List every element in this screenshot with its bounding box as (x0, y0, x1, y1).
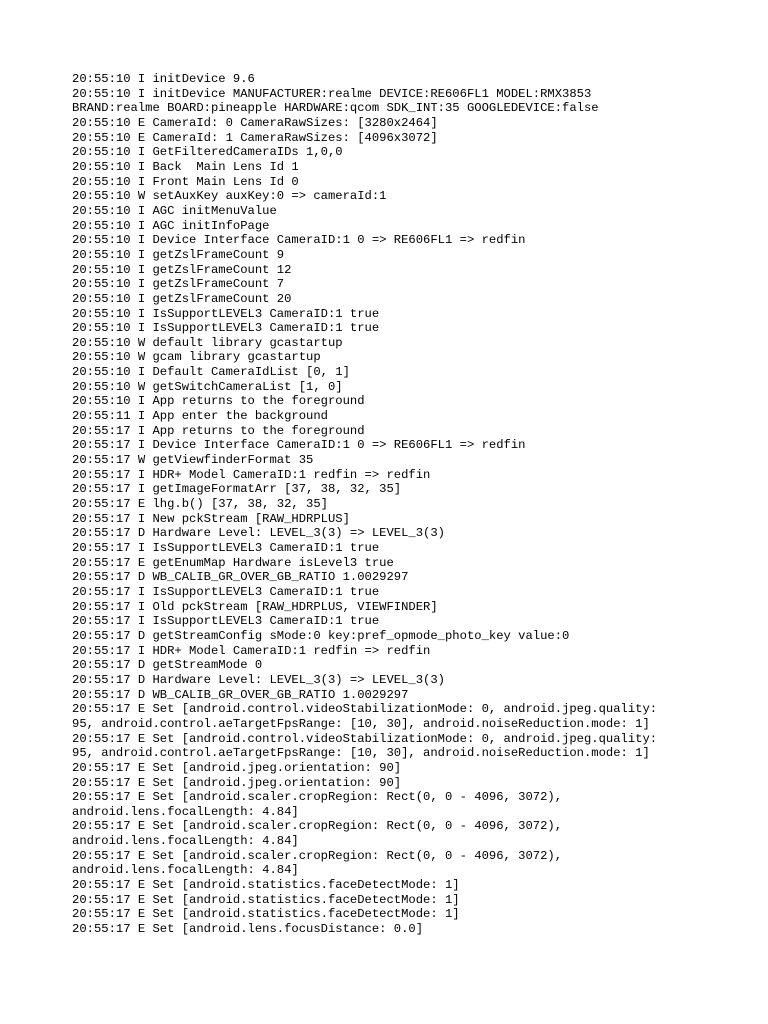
log-line: 20:55:10 I Device Interface CameraID:1 0 => RE606FL1 => redfin (72, 233, 526, 248)
log-line: 20:55:17 W getViewfinderFormat 35 (72, 453, 314, 468)
log-line: 20:55:10 I AGC initMenuValue (72, 203, 277, 218)
log-line: 20:55:17 E Set [android.scaler.cropRegion: Rect(0, 0 - 4096, 3072), (72, 819, 563, 834)
log-line: 20:55:17 I IsSupportLEVEL3 CameraID:1 true (72, 584, 380, 599)
log-line: 20:55:10 I initDevice 9.6 (72, 72, 255, 86)
log-line: 20:55:17 I Device Interface CameraID:1 0 => RE606FL1 => redfin (72, 438, 526, 453)
log-text-block (72, 72, 712, 937)
log-line: 95, android.control.aeTargetFpsRange: [10, 30], android.noiseReduction.mode: 1] (72, 716, 650, 731)
log-line: 20:55:17 E Set [android.statistics.faceDetectMode: 1] (72, 878, 460, 893)
log-line: 20:55:17 I getImageFormatArr [37, 38, 32, 35] (72, 482, 402, 497)
log-line: 20:55:10 I Front Main Lens Id 0 (72, 174, 299, 189)
log-line: 20:55:10 I getZslFrameCount 20 (72, 291, 292, 306)
log-line: 20:55:17 D Hardware Level: LEVEL_3(3) => LEVEL_3(3) (72, 526, 445, 541)
log-line: 20:55:10 I IsSupportLEVEL3 CameraID:1 true (72, 306, 380, 321)
log-line: 20:55:10 I initDevice MANUFACTURER:realme DEVICE:RE606FL1 MODEL:RMX3853 (72, 86, 592, 101)
log-line: 20:55:17 E Set [android.control.videoStabilizationMode: 0, android.jpeg.quality: (72, 702, 658, 717)
log-line: 20:55:11 I App enter the background (72, 409, 328, 424)
log-line: 95, android.control.aeTargetFpsRange: [10, 30], android.noiseReduction.mode: 1] (72, 746, 650, 761)
log-line: 20:55:10 E CameraId: 0 CameraRawSizes: [3280x2464] (72, 115, 438, 130)
log-line: BRAND:realme BOARD:pineapple HARDWARE:qcom SDK_INT:35 GOOGLEDEVICE:false (72, 101, 599, 116)
log-line: 20:55:17 D Hardware Level: LEVEL_3(3) => LEVEL_3(3) (72, 672, 445, 687)
log-line: 20:55:10 I GetFilteredCameraIDs 1,0,0 (72, 145, 343, 160)
log-line: android.lens.focalLength: 4.84] (72, 834, 299, 849)
log-line: 20:55:17 I HDR+ Model CameraID:1 redfin => redfin (72, 643, 431, 658)
log-line: 20:55:17 D WB_CALIB_GR_OVER_GB_RATIO 1.0029297 (72, 570, 409, 585)
log-line: 20:55:17 I HDR+ Model CameraID:1 redfin => redfin (72, 467, 431, 482)
log-line: 20:55:17 E Set [android.jpeg.orientation: 90] (72, 760, 402, 775)
log-line: 20:55:17 E Set [android.scaler.cropRegion: Rect(0, 0 - 4096, 3072), (72, 790, 563, 805)
log-line: 20:55:10 I AGC initInfoPage (72, 218, 270, 233)
log-line: 20:55:17 E lhg.b() [37, 38, 32, 35] (72, 497, 328, 512)
log-line: 20:55:17 E Set [android.control.videoStabilizationMode: 0, android.jpeg.quality: (72, 731, 658, 746)
log-line: 20:55:10 I getZslFrameCount 7 (72, 277, 285, 292)
log-line: 20:55:17 E Set [android.scaler.cropRegion: Rect(0, 0 - 4096, 3072), (72, 848, 563, 863)
log-line: 20:55:17 E Set [android.lens.focusDistance: 0.0] (72, 922, 424, 937)
log-line: 20:55:10 I Default CameraIdList [0, 1] (72, 365, 350, 380)
log-line: 20:55:10 I App returns to the foreground (72, 394, 365, 409)
log-line: 20:55:17 E Set [android.statistics.faceDetectMode: 1] (72, 907, 460, 922)
log-line: 20:55:17 D getStreamConfig sMode:0 key:pref_opmode_photo_key value:0 (72, 628, 570, 643)
log-line: 20:55:17 E getEnumMap Hardware isLevel3 true (72, 555, 394, 570)
log-line: 20:55:17 E Set [android.jpeg.orientation: 90] (72, 775, 402, 790)
log-line: 20:55:10 E CameraId: 1 CameraRawSizes: [4096x3072] (72, 130, 438, 145)
log-line: 20:55:17 I Old pckStream [RAW_HDRPLUS, VIEWFINDER] (72, 599, 438, 614)
log-line: 20:55:10 W setAuxKey auxKey:0 => cameraId:1 (72, 189, 387, 204)
log-line: android.lens.focalLength: 4.84] (72, 804, 299, 819)
log-line: 20:55:10 I IsSupportLEVEL3 CameraID:1 true (72, 321, 380, 336)
log-line: 20:55:10 I getZslFrameCount 9 (72, 247, 285, 262)
log-line: 20:55:17 E Set [android.statistics.faceDetectMode: 1] (72, 892, 460, 907)
log-line: 20:55:10 I Back Main Lens Id 1 (72, 159, 299, 174)
log-line: android.lens.focalLength: 4.84] (72, 863, 299, 878)
log-line: 20:55:17 I App returns to the foreground (72, 423, 365, 438)
log-line: 20:55:17 I IsSupportLEVEL3 CameraID:1 true (72, 614, 380, 629)
log-line: 20:55:10 W gcam library gcastartup (72, 350, 321, 365)
log-line: 20:55:10 I getZslFrameCount 12 (72, 262, 292, 277)
log-line: 20:55:17 D getStreamMode 0 (72, 658, 263, 673)
log-line: 20:55:17 I New pckStream [RAW_HDRPLUS] (72, 511, 350, 526)
log-line: 20:55:10 W getSwitchCameraList [1, 0] (72, 379, 343, 394)
log-line: 20:55:10 W default library gcastartup (72, 335, 343, 350)
log-line: 20:55:17 D WB_CALIB_GR_OVER_GB_RATIO 1.0029297 (72, 687, 409, 702)
log-line: 20:55:17 I IsSupportLEVEL3 CameraID:1 true (72, 541, 380, 555)
